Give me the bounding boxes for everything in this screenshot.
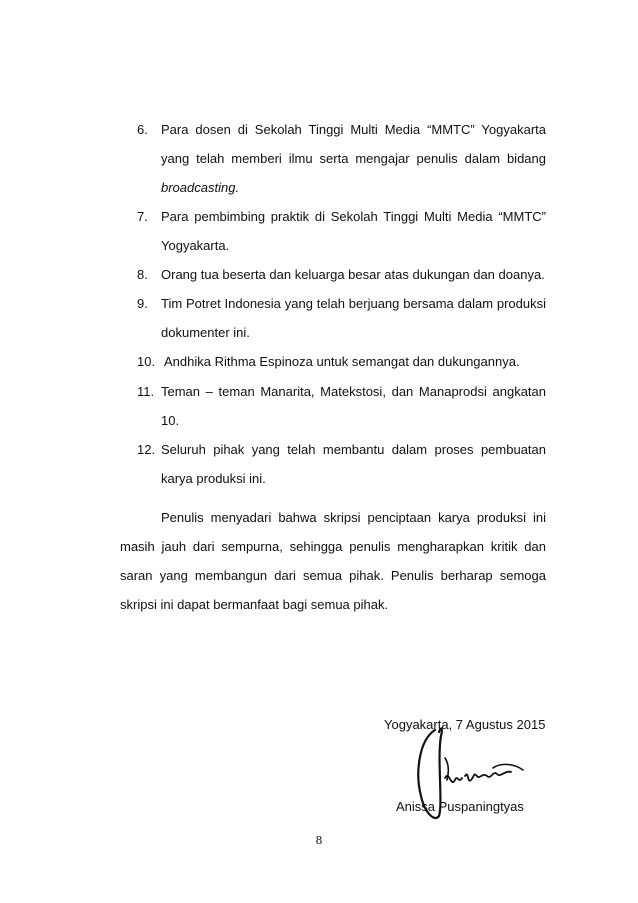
list-number: 6.: [137, 122, 148, 137]
place-date: Yogyakarta, 7 Agustus 2015: [384, 717, 546, 732]
paragraph-line: saran yang membangun dari semua pihak. Penulis berharap semoga: [120, 568, 546, 583]
list-item-text: Andhika Rithma Espinoza untuk semangat dan dukungannya.: [164, 354, 520, 369]
author-name: Anissa Puspaningtyas: [396, 799, 524, 814]
paragraph-line: skripsi ini dapat bermanfaat bagi semua pihak.: [120, 597, 389, 612]
list-item-text: Para pembimbing praktik di Sekolah Tinggi Multi Media “MMTC”: [161, 209, 546, 224]
paragraph-line: Penulis menyadari bahwa skripsi penciptaan karya produksi ini: [161, 510, 546, 525]
list-number: 10.: [137, 354, 156, 369]
list-number: 12.: [137, 442, 156, 457]
list-item-text: broadcasting.: [161, 180, 240, 195]
list-number: 9.: [137, 296, 148, 311]
list-item-text: 10.: [161, 413, 180, 428]
paragraph-line: masih jauh dari sempurna, sehingga penulis mengharapkan kritik dan: [120, 539, 546, 554]
list-item-text: Teman – teman Manarita, Matekstosi, dan Manaprodsi angkatan: [161, 384, 546, 399]
list-item-text: dokumenter ini.: [161, 325, 250, 340]
list-item-text: Para dosen di Sekolah Tinggi Multi Media “MMTC” Yogyakarta: [161, 122, 546, 137]
list-item-text: Seluruh pihak yang telah membantu dalam proses pembuatan: [161, 442, 546, 457]
list-number: 8.: [137, 267, 148, 282]
list-item-text: karya produksi ini.: [161, 471, 266, 486]
list-item-text: Yogyakarta.: [161, 238, 230, 253]
list-number: 7.: [137, 209, 148, 224]
page-number: 8: [315, 834, 323, 847]
list-item-text: Tim Potret Indonesia yang telah berjuang bersama dalam produksi: [161, 296, 546, 311]
list-number: 11.: [137, 384, 155, 399]
list-item-text: yang telah memberi ilmu serta mengajar penulis dalam bidang: [161, 151, 546, 166]
list-item-text: Orang tua beserta dan keluarga besar atas dukungan dan doanya.: [161, 267, 545, 282]
